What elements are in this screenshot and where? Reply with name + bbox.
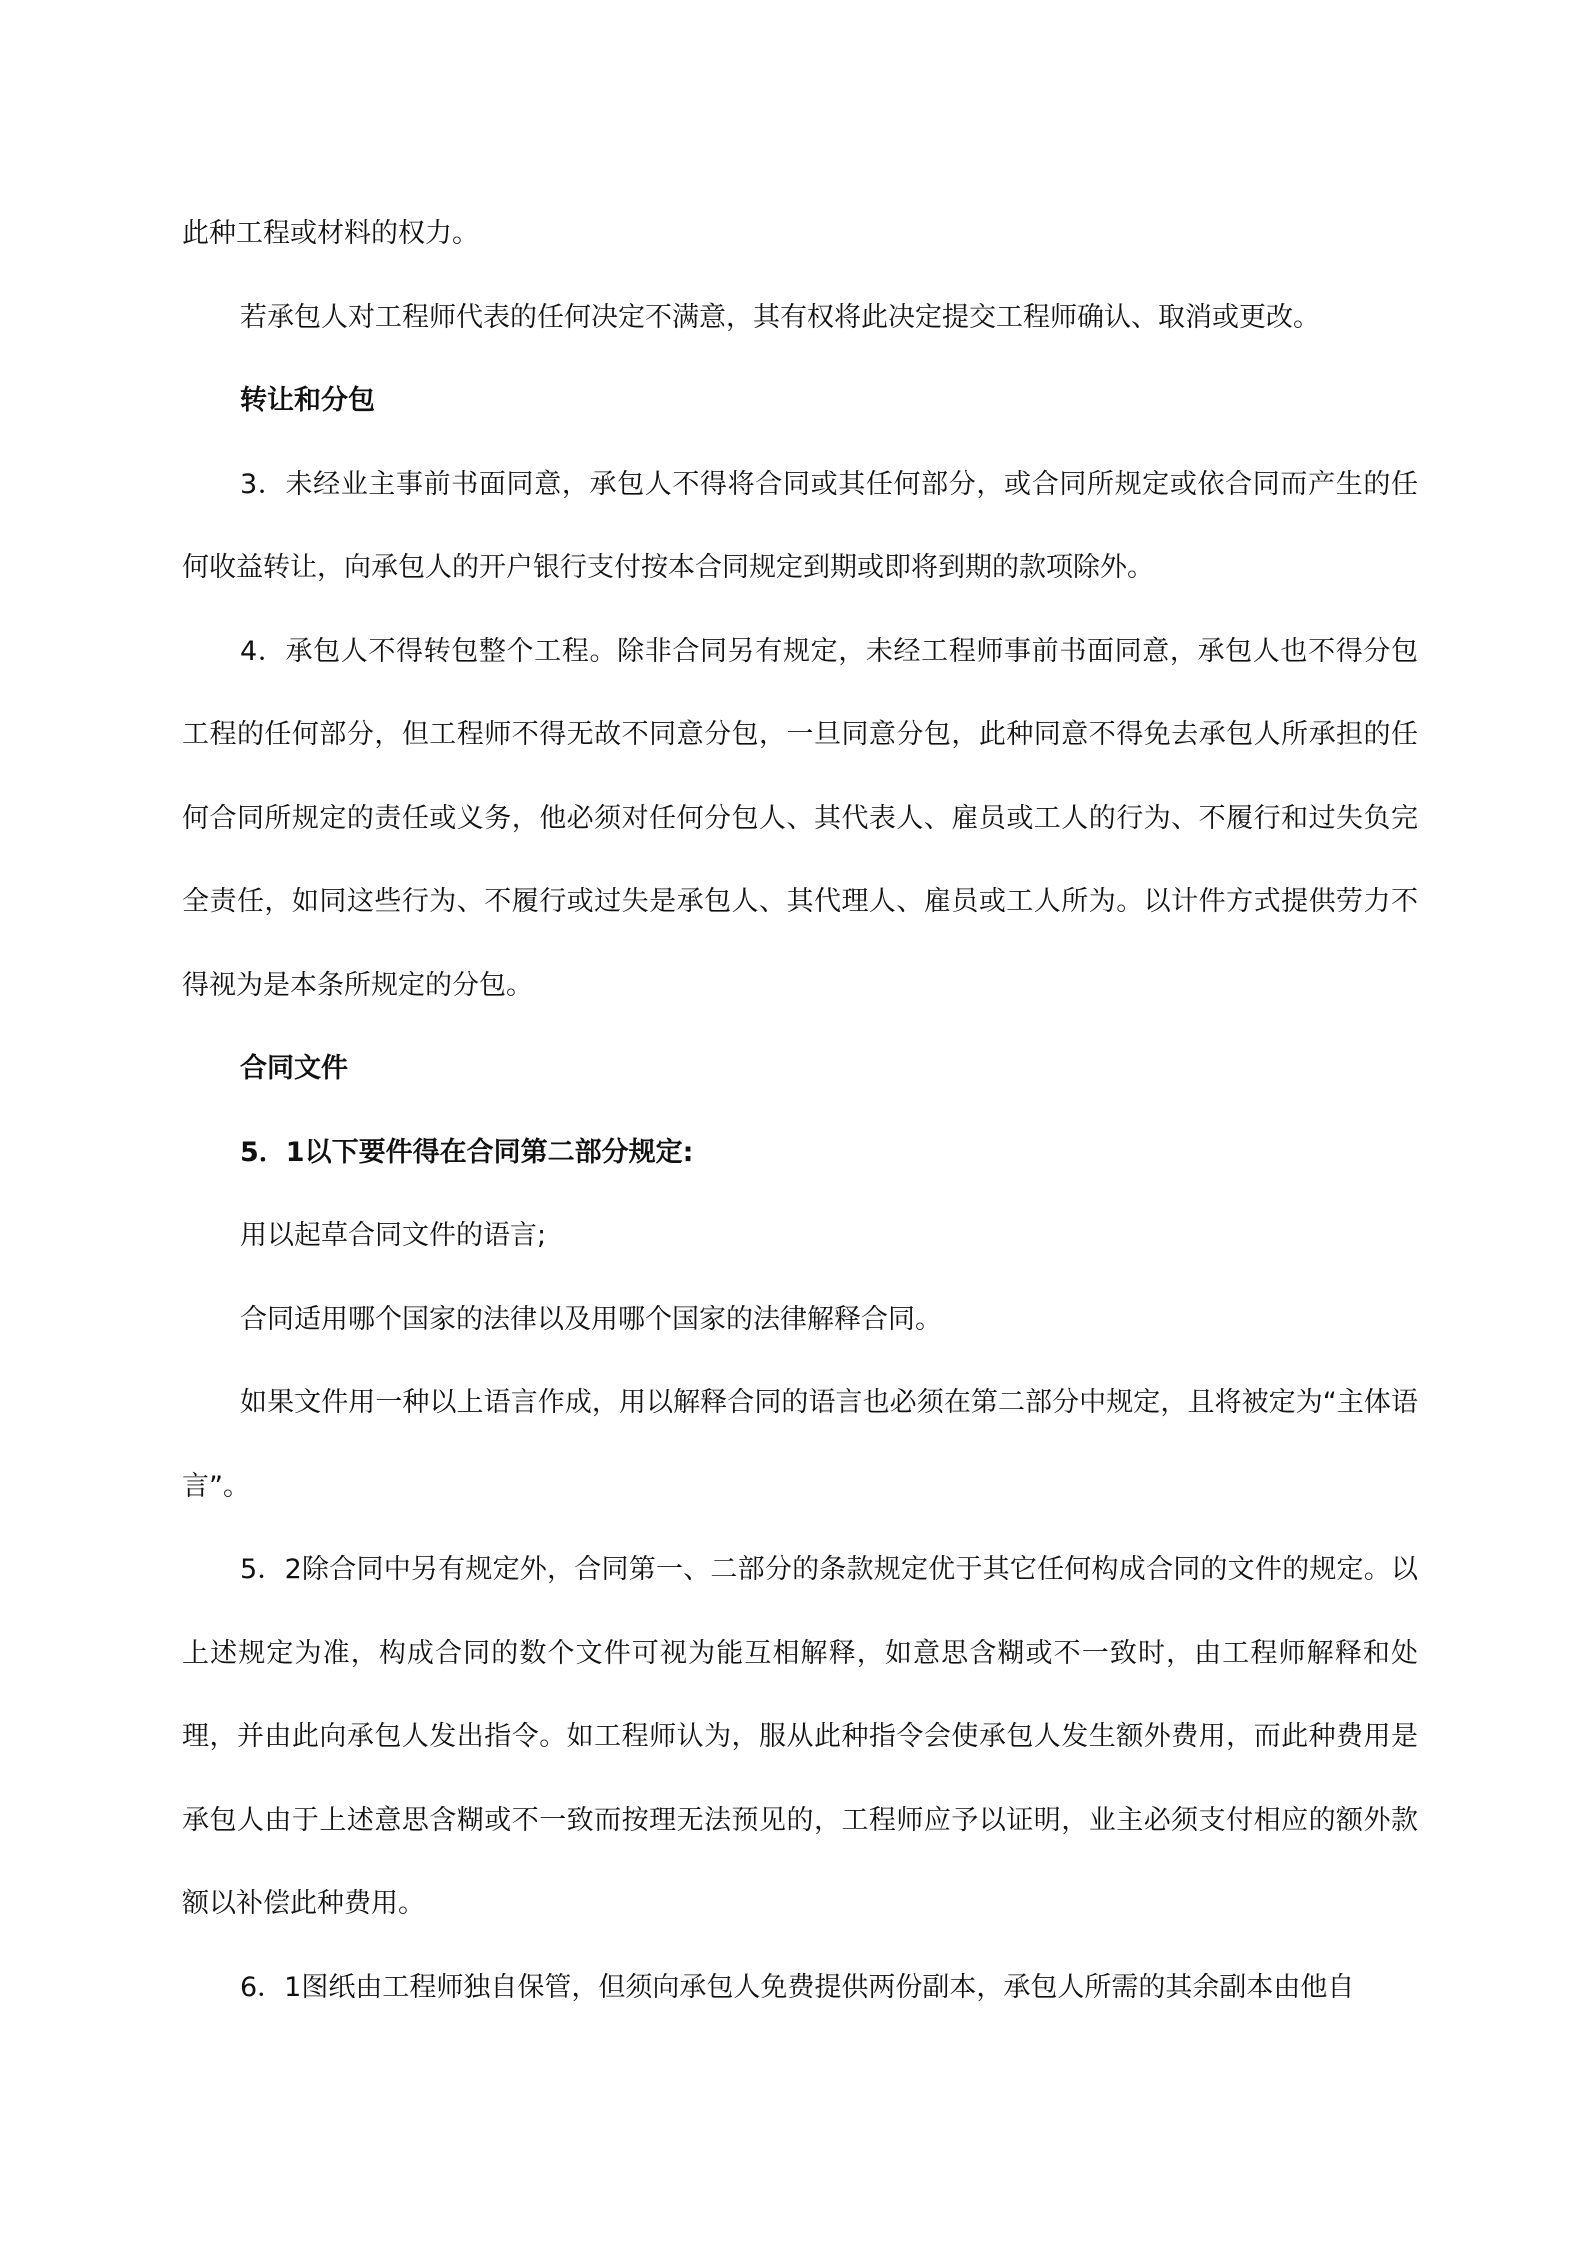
paragraph-clause-5-2: 5．2除合同中另有规定外，合同第一、二部分的条款规定优于其它任何构成合同的文件的规定。以上述规定为准，构成合同的数个文件可视为能互相解释，如意思含糊或不一致时，由工程师解释和处理，并由此向承包人发出指令。如工程师认为，服从此种指令会使承包人发生额外费用，而此种费用是承包人由于上述意思含糊或不一致而按理无法预见的，工程师应予以证明，业主必须支付相应的额外款额以补偿此种费用。 xyxy=(182,1554,1418,1919)
paragraph-continuation: 此种工程或材料的权力。 xyxy=(182,218,479,249)
paragraph-dissatisfaction: 若承包人对工程师代表的任何决定不满意，其有权将此决定提交工程师确认、取消或更改。 xyxy=(240,301,1320,333)
paragraph-clause-6-1: 6．1图纸由工程师独自保管，但须向承包人免费提供两份副本，承包人所需的其余副本由他自 xyxy=(240,1971,1355,2003)
paragraph-ruling-language: 如果文件用一种以上语言作成，用以解释合同的语言也必须在第二部分中规定，且将被定为“主体语言”。 xyxy=(182,1387,1418,1502)
paragraph-clause-3: 3．未经业主事前书面同意，承包人不得将合同或其任何部分，或合同所规定或依合同而产生的任何收益转让，向承包人的开户银行支付按本合同规定到期或即将到期的款项除外。 xyxy=(182,468,1418,583)
paragraph-clause-5-1: 5．1以下要件得在合同第二部分规定: xyxy=(240,1136,694,1168)
paragraph-law-item: 合同适用哪个国家的法律以及用哪个国家的法律解释合同。 xyxy=(240,1303,942,1335)
heading-assignment-subcontract: 转让和分包 xyxy=(240,385,375,416)
heading-contract-documents: 合同文件 xyxy=(240,1053,348,1084)
paragraph-clause-4: 4．承包人不得转包整个工程。除非合同另有规定，未经工程师事前书面同意，承包人也不得分包工程的任何部分，但工程师不得无故不同意分包，一旦同意分包，此种同意不得免去承包人所承担的任何合同所规定的责任或义务，他必须对任何分包人、其代表人、雇员或工人的行为、不履行和过失负完全责任，如同这些行为、不履行或过失是承包人、其代理人、雇员或工人所为。以计件方式提供劳力不得视为是本条所规定的分包。 xyxy=(182,635,1418,1001)
paragraph-language-item: 用以起草合同文件的语言; xyxy=(240,1220,547,1251)
